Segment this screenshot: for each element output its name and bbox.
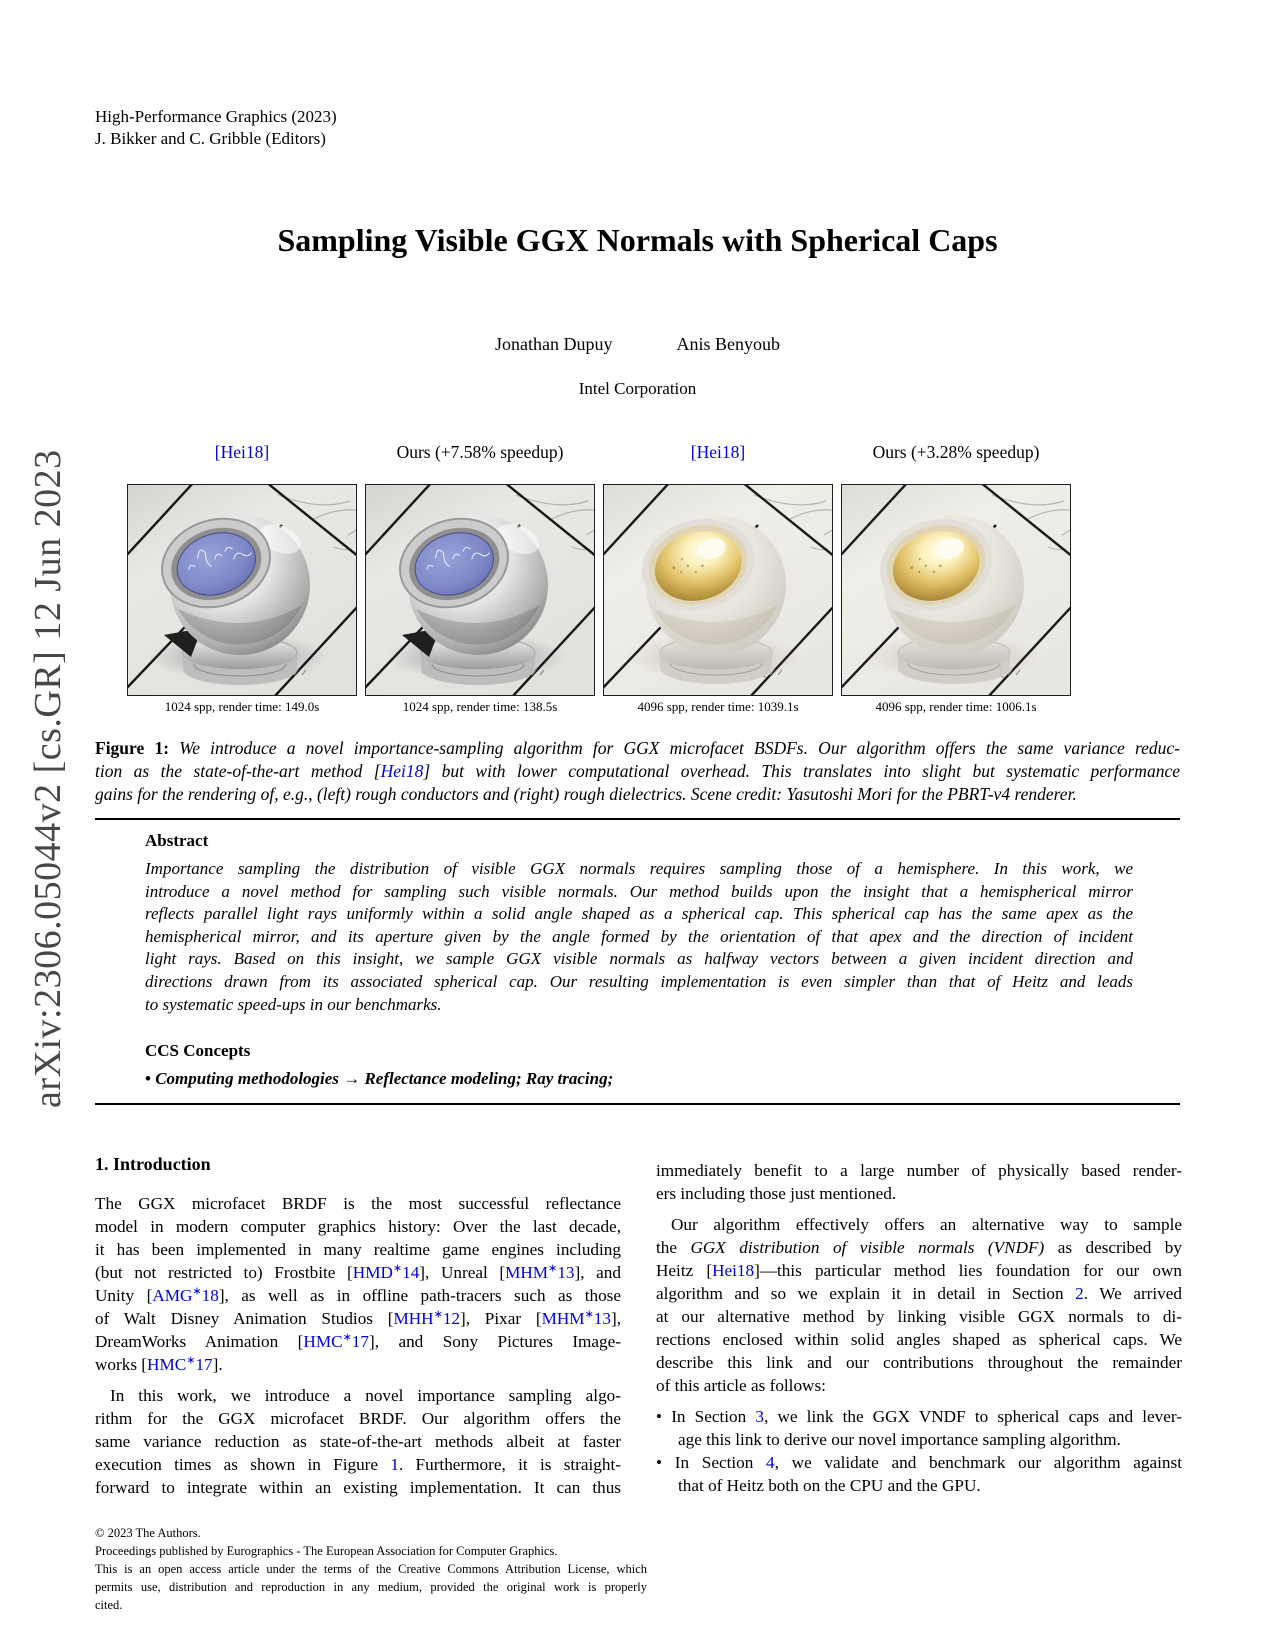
text-run: Importance sampling the distribution of visible GGX normals requires sampling those of a hemisphere. In this work, we bbox=[145, 859, 1133, 878]
link[interactable]: AMG bbox=[152, 1286, 193, 1305]
text-run: directions drawn from its associated spherical cap. Our resulting implementation is even simpler than that of Heitz and leads bbox=[145, 971, 1133, 991]
text-line bbox=[656, 1428, 1182, 1451]
text-run: The GGX microfacet BRDF is the most successful reflectance bbox=[95, 1194, 621, 1213]
text-run: works [ bbox=[95, 1355, 148, 1374]
text-line bbox=[656, 1213, 1182, 1236]
copyright-footnote bbox=[95, 1524, 647, 1614]
text-line bbox=[656, 1259, 1182, 1282]
text-run: ], and bbox=[574, 1263, 621, 1282]
text-run: immediately benefit to a large number of physically based render- bbox=[656, 1161, 1182, 1180]
right-paragraph-2 bbox=[656, 1213, 1182, 1397]
link[interactable]: 14 bbox=[402, 1263, 420, 1282]
conference-name: High-Performance Graphics (2023) bbox=[95, 107, 337, 126]
text-line bbox=[95, 1542, 647, 1560]
text-run: DreamWorks Animation [ bbox=[95, 1332, 304, 1351]
text-run: ]—this particular method lies foundation for our own bbox=[754, 1261, 1182, 1280]
link[interactable]: MHM bbox=[505, 1263, 549, 1282]
text-line bbox=[145, 858, 1133, 881]
figure-1-caption bbox=[95, 737, 1180, 806]
paragraph-gap bbox=[656, 1205, 1182, 1213]
text-run: same variance reduction as state-of-the-art methods albeit at faster bbox=[95, 1432, 621, 1451]
link[interactable]: 12 bbox=[442, 1309, 460, 1328]
render-image-rough-dielectric-hei18 bbox=[603, 484, 833, 696]
render-image-rough-conductor-ours bbox=[365, 484, 595, 696]
ccs-concepts-section bbox=[145, 1041, 1133, 1089]
intro-paragraph-2 bbox=[95, 1384, 621, 1499]
text-line bbox=[145, 881, 1133, 904]
text-line bbox=[95, 783, 1180, 806]
right-paragraph-1 bbox=[656, 1159, 1182, 1205]
text-run: Proceedings published by Eurographics - The European Association for Computer Graphics. bbox=[95, 1544, 558, 1558]
panel-caption: 1024 spp, render time: 149.0s bbox=[164, 699, 320, 714]
text-run: model in modern computer graphics history: Over the last decade, bbox=[95, 1217, 621, 1236]
text-run: , we validate and benchmark our algorithm against bbox=[774, 1453, 1182, 1472]
link[interactable]: 2 bbox=[1075, 1284, 1084, 1303]
text-line bbox=[95, 760, 1180, 783]
link[interactable]: 1 bbox=[390, 1455, 399, 1474]
render-image-rough-conductor-hei18 bbox=[127, 484, 357, 696]
link[interactable]: [Hei18] bbox=[690, 442, 746, 462]
text-line bbox=[145, 903, 1133, 926]
abstract-body bbox=[145, 858, 1133, 1016]
text-run: at our alternative method by linking visible GGX normals to di- bbox=[656, 1307, 1182, 1326]
text-run: In this work, we introduce a novel importance sampling algo- bbox=[110, 1386, 621, 1405]
text-line bbox=[656, 1305, 1182, 1328]
text-line bbox=[145, 971, 1133, 994]
text-run: → bbox=[338, 1069, 365, 1088]
text-run: describe this link and our contributions throughout the remainder bbox=[656, 1353, 1182, 1372]
ccs-heading: CCS Concepts bbox=[145, 1041, 251, 1060]
link[interactable]: HMD bbox=[352, 1263, 393, 1282]
text-run: GGX distribution of visible normals (VNDF) bbox=[690, 1238, 1045, 1257]
text-run: introduce a novel method for sampling such visible normals. Our method builds upon the insight that a hemispherical mirror bbox=[145, 881, 1133, 901]
column-left bbox=[95, 1154, 621, 1499]
link[interactable]: 13 bbox=[557, 1263, 575, 1282]
text-run: the bbox=[656, 1238, 691, 1257]
text-line bbox=[95, 1476, 621, 1499]
text-line bbox=[145, 994, 1133, 1017]
panel-label bbox=[841, 441, 1071, 463]
link[interactable]: 13 bbox=[593, 1309, 611, 1328]
text-run: of this article as follows: bbox=[656, 1376, 826, 1395]
render-image-rough-dielectric-ours bbox=[841, 484, 1071, 696]
text-line bbox=[95, 1453, 621, 1476]
panel-caption: 1024 spp, render time: 138.5s bbox=[402, 699, 558, 714]
text-run: tion as the state-of-the-art method [ bbox=[95, 761, 381, 781]
text-line bbox=[656, 1374, 1182, 1397]
text-run: permits use, distribution and reproduction in any medium, provided the original work is properly bbox=[95, 1580, 647, 1594]
text-line bbox=[95, 1524, 647, 1542]
panel-label bbox=[603, 441, 833, 463]
abstract-section bbox=[145, 831, 1133, 1016]
text-run: • bbox=[145, 1069, 156, 1088]
author-name: Jonathan Dupuy bbox=[495, 334, 613, 354]
text-line bbox=[95, 1238, 621, 1261]
panel-caption: 4096 spp, render time: 1006.1s bbox=[875, 699, 1037, 714]
paragraph-gap bbox=[656, 1397, 1182, 1405]
text-line bbox=[656, 1328, 1182, 1351]
text-line bbox=[656, 1351, 1182, 1374]
text-line bbox=[95, 1384, 621, 1407]
text-run: . Furthermore, it is straight- bbox=[398, 1455, 621, 1474]
text-run: Computing methodologies bbox=[155, 1069, 339, 1088]
figure-panel-4 bbox=[841, 441, 1071, 715]
text-line bbox=[95, 1430, 621, 1453]
link[interactable]: ∗ bbox=[548, 1262, 558, 1275]
panel-label bbox=[127, 441, 357, 463]
link[interactable]: ∗ bbox=[186, 1354, 196, 1367]
text-line bbox=[95, 1307, 621, 1330]
text-run: Ours (+3.28% speedup) bbox=[872, 442, 1040, 462]
conference-editors: J. Bikker and C. Gribble (Editors) bbox=[95, 129, 326, 148]
figure-panel-1 bbox=[127, 441, 357, 715]
horizontal-rule bbox=[95, 1103, 1180, 1105]
link[interactable]: Hei18 bbox=[712, 1261, 755, 1280]
text-run: algorithm and so we explain it in detail in Section bbox=[656, 1284, 1076, 1303]
link[interactable]: MHM bbox=[541, 1309, 585, 1328]
text-line bbox=[95, 737, 1180, 760]
ccs-line bbox=[145, 1069, 1133, 1089]
text-run: ers including those just mentioned. bbox=[656, 1184, 897, 1203]
text-run: Reflectance modeling; Ray tracing; bbox=[364, 1069, 614, 1088]
intro-paragraph-1 bbox=[95, 1192, 621, 1376]
text-run: Figure 1: bbox=[95, 738, 180, 758]
arxiv-stamp: arXiv:2306.05044v2 [cs.GR] 12 Jun 2023 bbox=[27, 449, 69, 1108]
text-line bbox=[656, 1159, 1182, 1182]
text-line bbox=[95, 1215, 621, 1238]
text-line bbox=[95, 1596, 647, 1614]
text-line bbox=[656, 1236, 1182, 1259]
text-run: Ours (+7.58% speedup) bbox=[396, 442, 564, 462]
text-run: • In Section bbox=[656, 1453, 767, 1472]
link[interactable]: HMC bbox=[147, 1355, 187, 1374]
text-line bbox=[95, 1407, 621, 1430]
link[interactable]: HMC bbox=[303, 1332, 343, 1351]
figure-panel-2 bbox=[365, 441, 595, 715]
text-run: reflects parallel light rays uniformly within a solid angle shaped as a spherical cap. This spherical cap has the same apex as the bbox=[145, 904, 1133, 924]
text-run: age this link to derive our novel importance sampling algorithm. bbox=[678, 1430, 1121, 1449]
text-line bbox=[95, 1330, 621, 1353]
link[interactable]: Hei18 bbox=[380, 761, 424, 781]
text-run: We introduce a novel importance-sampling algorithm for GGX microfacet BSDFs. Our algorithm offers the same variance reduc- bbox=[179, 738, 1180, 758]
panel-caption: 4096 spp, render time: 1039.1s bbox=[637, 699, 799, 714]
paragraph-gap bbox=[95, 1376, 621, 1384]
panel-label bbox=[365, 441, 595, 463]
text-run: ], Pixar [ bbox=[460, 1309, 542, 1328]
link[interactable]: 4 bbox=[766, 1453, 775, 1472]
text-run: light rays. Based on this insight, we sample GGX visible normals as halfway vectors between a given incident direction and bbox=[145, 949, 1133, 969]
text-line bbox=[145, 926, 1133, 949]
text-run: , we link the GGX VNDF to spherical caps and lever- bbox=[764, 1407, 1182, 1426]
text-run: ] but with lower computational overhead. This translates into slight but systematic performance bbox=[423, 761, 1180, 781]
text-run: This is an open access article under the terms of the Creative Commons Attribution License, which bbox=[95, 1562, 647, 1576]
column-right bbox=[656, 1159, 1182, 1497]
link[interactable]: ∗ bbox=[584, 1308, 594, 1321]
text-line bbox=[95, 1353, 621, 1376]
text-line bbox=[656, 1182, 1182, 1205]
text-run: hemispherical mirror, and its aperture given by the angle formed by the orientation of that apex and the direction of incident bbox=[145, 926, 1133, 946]
affiliation: Intel Corporation bbox=[578, 379, 697, 398]
link[interactable]: ∗ bbox=[342, 1331, 352, 1344]
text-run: (but not restricted to) Frostbite [ bbox=[95, 1263, 353, 1282]
link[interactable]: 17 bbox=[351, 1332, 369, 1351]
text-run: Our algorithm effectively offers an alternative way to sample bbox=[671, 1215, 1182, 1234]
text-line bbox=[95, 1284, 621, 1307]
text-run: ], Unreal [ bbox=[419, 1263, 506, 1282]
text-run: it has been implemented in many realtime game engines including bbox=[95, 1240, 621, 1259]
text-run: of Walt Disney Animation Studios [ bbox=[95, 1309, 394, 1328]
text-line bbox=[95, 1192, 621, 1215]
link[interactable]: 18 bbox=[201, 1286, 219, 1305]
link[interactable]: [Hei18] bbox=[214, 442, 270, 462]
abstract-heading: Abstract bbox=[145, 831, 209, 850]
horizontal-rule bbox=[95, 818, 1180, 820]
text-run: ], as well as in offline path-tracers such as those bbox=[218, 1286, 621, 1305]
section-heading-introduction: 1. Introduction bbox=[95, 1154, 211, 1174]
text-line bbox=[95, 1578, 647, 1596]
link[interactable]: 17 bbox=[195, 1355, 213, 1374]
text-run: cited. bbox=[95, 1598, 123, 1612]
text-run: as described by bbox=[1044, 1238, 1182, 1257]
text-line bbox=[145, 1069, 1133, 1089]
contribution-bullet-list bbox=[656, 1405, 1182, 1497]
text-line bbox=[95, 1560, 647, 1578]
link[interactable]: ∗ bbox=[392, 1262, 403, 1275]
text-run: . We arrived bbox=[1083, 1284, 1182, 1303]
link[interactable]: MHH bbox=[393, 1309, 434, 1328]
text-run: © 2023 The Authors. bbox=[95, 1526, 201, 1540]
text-run: • In Section bbox=[656, 1407, 756, 1426]
text-run: ], bbox=[610, 1309, 621, 1328]
figure-1 bbox=[127, 441, 1077, 715]
text-run: Heitz [ bbox=[656, 1261, 713, 1280]
text-line bbox=[656, 1405, 1182, 1428]
text-line bbox=[656, 1282, 1182, 1305]
text-run: ], and Sony Pictures Image- bbox=[368, 1332, 622, 1351]
text-run: forward to integrate within an existing implementation. It can thus bbox=[95, 1478, 621, 1497]
text-run: Unity [ bbox=[95, 1286, 153, 1305]
text-line bbox=[656, 1474, 1182, 1497]
text-run: execution times as shown in Figure bbox=[95, 1455, 391, 1474]
conference-header bbox=[95, 106, 337, 150]
text-run: rithm for the GGX microfacet BRDF. Our algorithm offers the bbox=[95, 1409, 621, 1428]
page-title: Sampling Visible GGX Normals with Spherical Caps bbox=[277, 222, 998, 258]
link[interactable]: 3 bbox=[755, 1407, 764, 1426]
text-run: that of Heitz both on the CPU and the GPU. bbox=[678, 1476, 981, 1495]
link[interactable]: ∗ bbox=[433, 1308, 443, 1321]
author-name: Anis Benyoub bbox=[676, 334, 780, 354]
text-line bbox=[95, 1261, 621, 1284]
link[interactable]: ∗ bbox=[192, 1285, 202, 1298]
text-line bbox=[656, 1451, 1182, 1474]
figure-panel-3 bbox=[603, 441, 833, 715]
text-run: ]. bbox=[212, 1355, 223, 1374]
figure-row bbox=[127, 441, 1077, 715]
text-run: gains for the rendering of, e.g., (left) rough conductors and (right) rough dielectrics. Scene credit: Yasutoshi Mori for the PBRT-v4 renderer. bbox=[95, 784, 1077, 804]
text-line bbox=[145, 948, 1133, 971]
authors-row bbox=[0, 334, 1275, 355]
text-run: rections enclosed within solid angles shaped as spherical caps. We bbox=[656, 1330, 1182, 1349]
text-run: to systematic speed-ups in our benchmarks. bbox=[145, 994, 442, 1014]
